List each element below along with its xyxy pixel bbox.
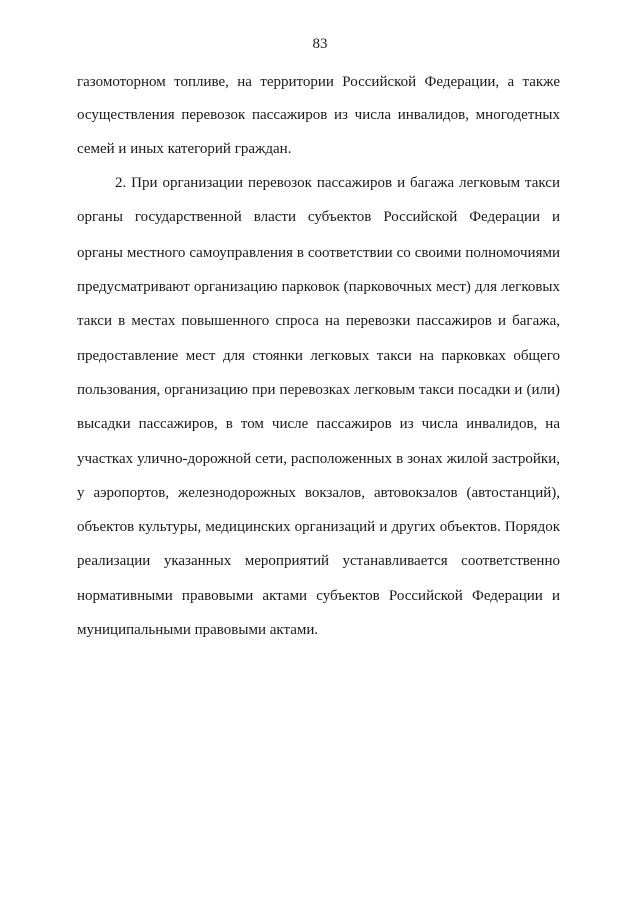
text-line: высадки пассажиров, в том числе пассажиров из числа инвалидов, на — [77, 416, 560, 432]
text-line: 2. При организации перевозок пассажиров и багажа легковым такси — [115, 175, 560, 191]
text-line: муниципальными правовыми актами. — [77, 622, 319, 638]
text-line: реализации указанных мероприятий устанавливается соответственно — [77, 553, 560, 569]
text-line: предусматривают организацию парковок (парковочных мест) для легковых — [77, 279, 560, 295]
text-line: семей и иных категорий граждан. — [77, 141, 292, 157]
text-line: такси в местах повышенного спроса на перевозки пассажиров и багажа, — [77, 313, 560, 329]
page-number: 83 — [312, 36, 328, 52]
text-line: органы государственной власти субъектов Российской Федерации и — [77, 209, 560, 225]
text-line: органы местного самоуправления в соответствии со своими полномочиями — [77, 245, 560, 261]
text-line: объектов культуры, медицинских организаций и других объектов. Порядок — [77, 519, 560, 535]
text-line: нормативными правовыми актами субъектов Российской Федерации и — [77, 588, 560, 604]
text-line: осуществления перевозок пассажиров из числа инвалидов, многодетных — [77, 107, 560, 123]
text-line: газомоторном топливе, на территории Российской Федерации, а также — [77, 74, 560, 90]
text-line: предоставление мест для стоянки легковых такси на парковках общего — [77, 348, 560, 364]
text-line: у аэропортов, железнодорожных вокзалов, автовокзалов (автостанций), — [77, 485, 560, 501]
text-line: пользования, организацию при перевозках легковым такси посадки и (или) — [77, 382, 560, 398]
text-line: участках улично-дорожной сети, расположенных в зонах жилой застройки, — [77, 451, 560, 467]
